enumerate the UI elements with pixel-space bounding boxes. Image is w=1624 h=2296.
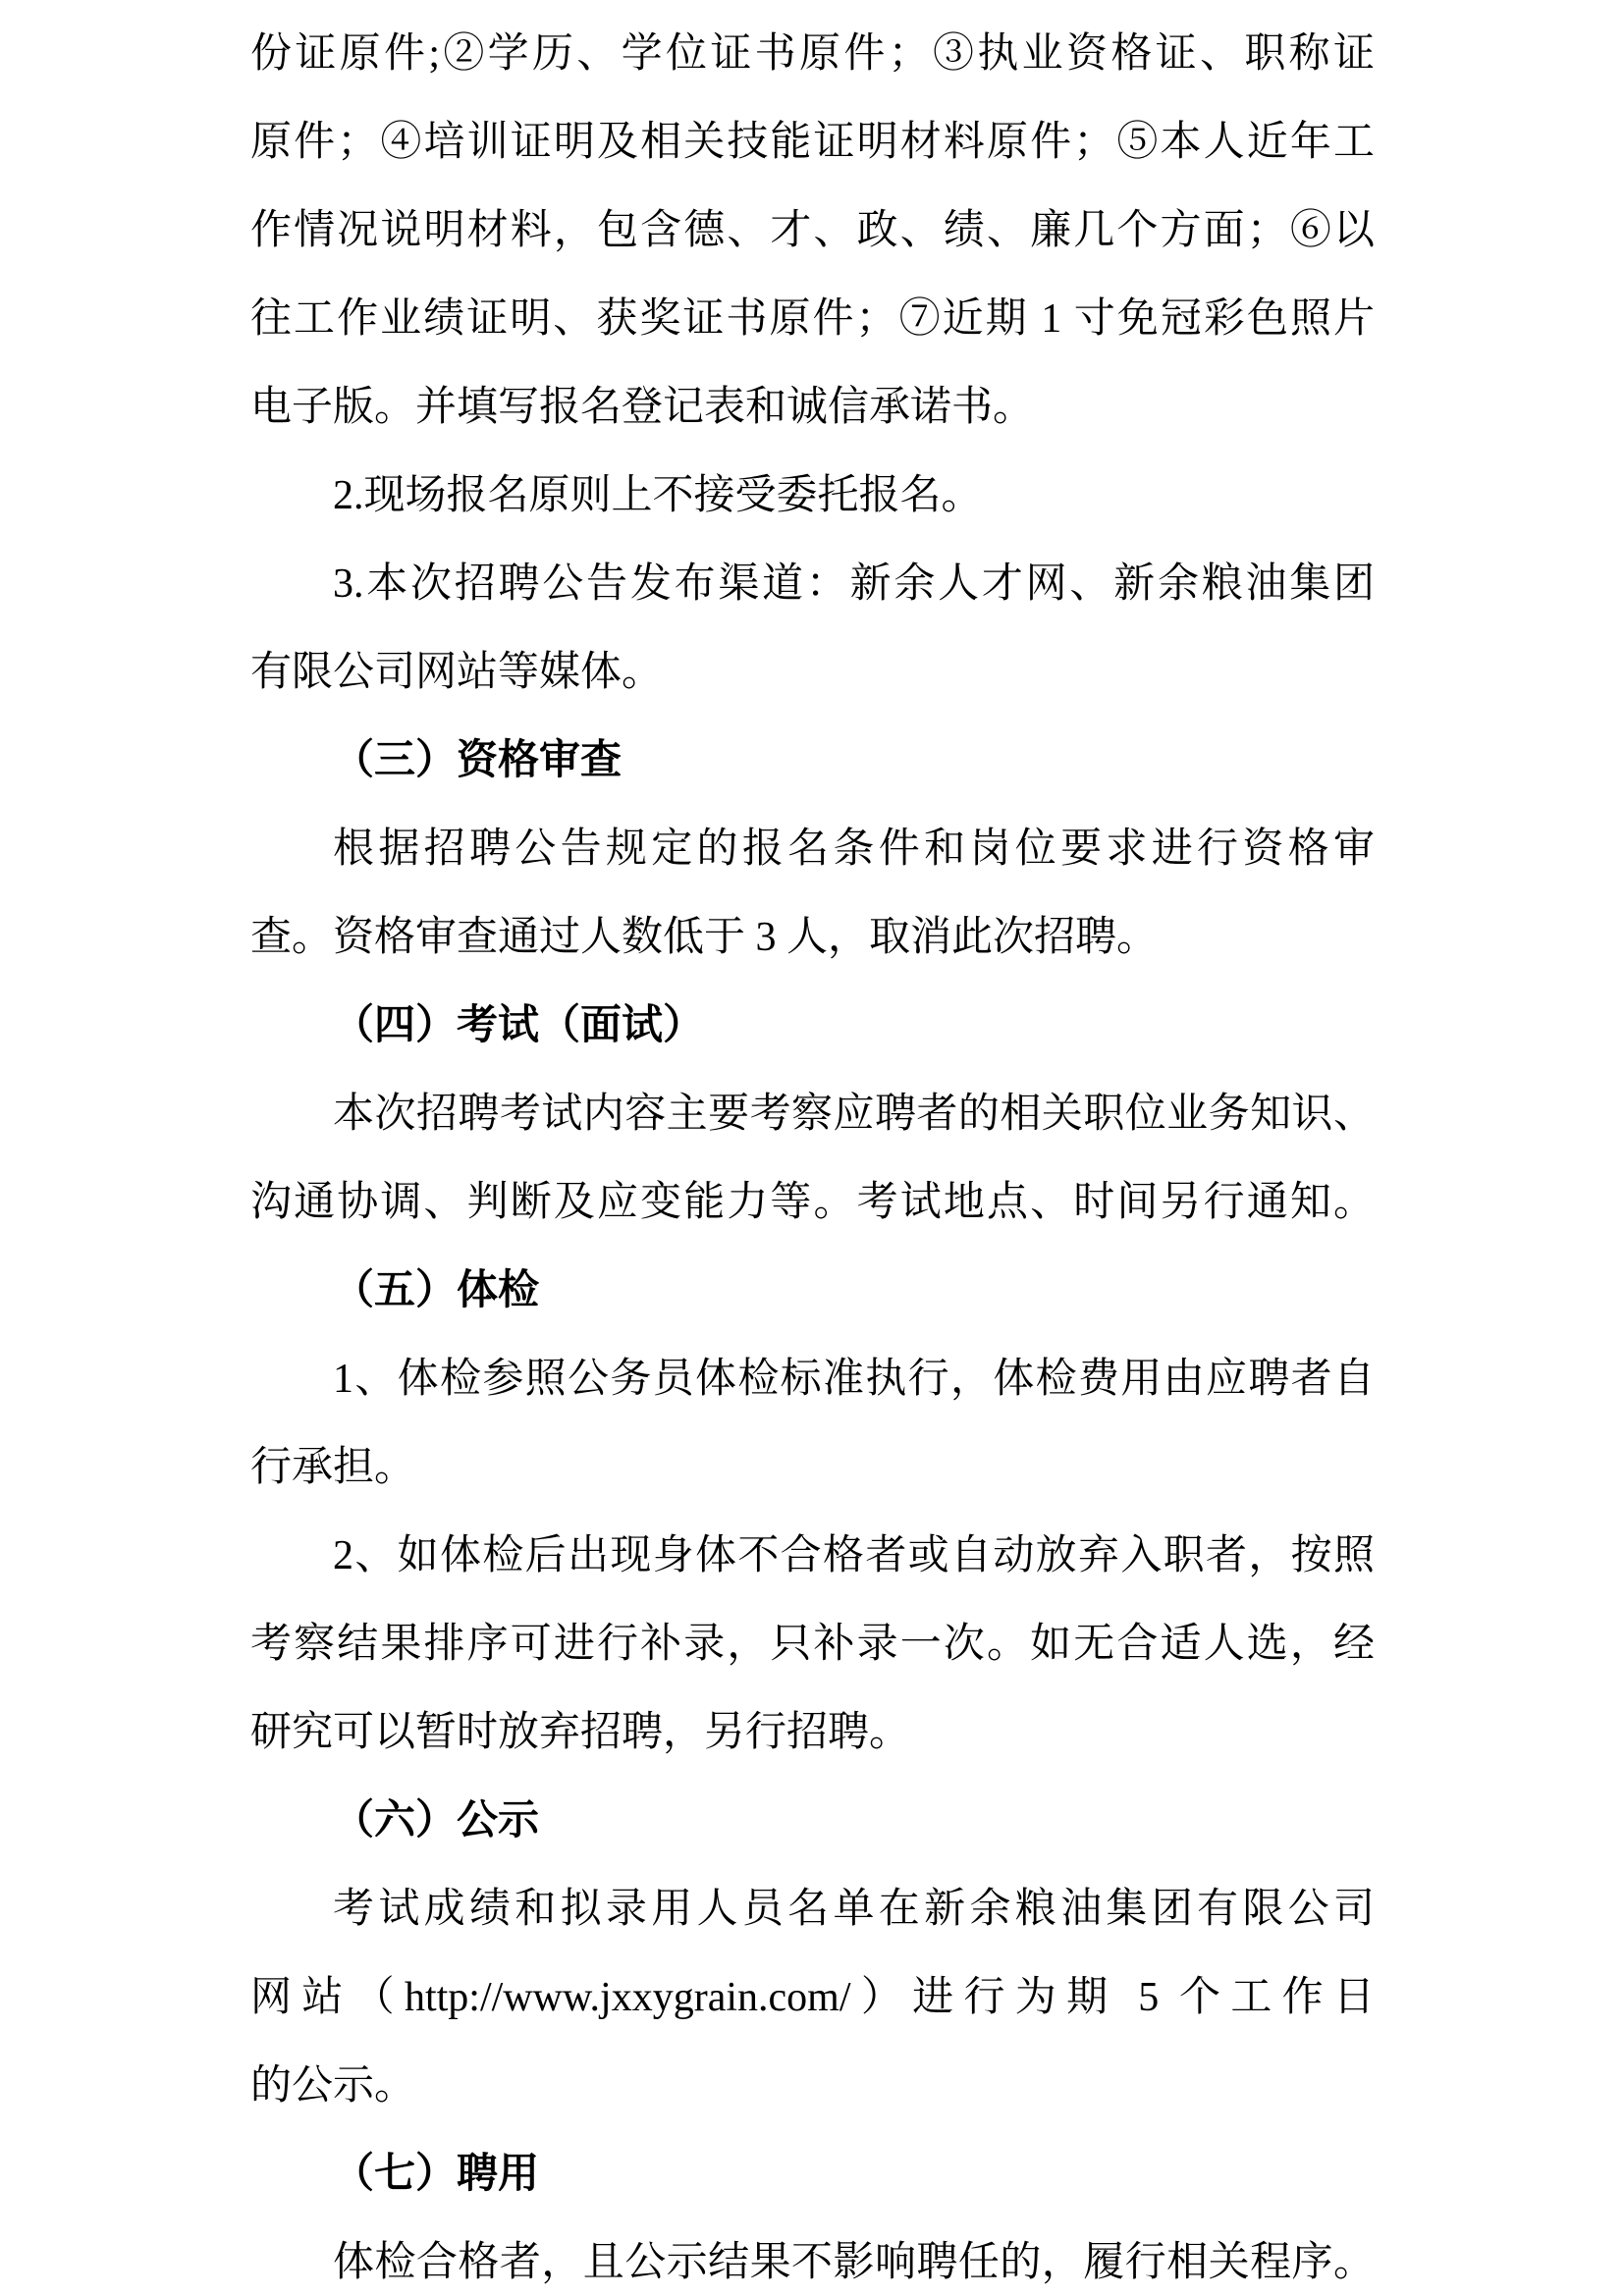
text-line-item-3: 3.本次招聘公告发布渠道：新余人才网、新余粮油集团 (333, 561, 1375, 607)
text-line-item-1: 1、体检参照公务员体检标准执行，体检费用由应聘者自 (333, 1357, 1375, 1402)
text-line: 研究可以暂时放弃招聘，另行招聘。 (250, 1710, 911, 1755)
text-line-item-2: 2、如体检后出现身体不合格者或自动放弃入职者，按照 (333, 1533, 1375, 1578)
text-line: 电子版。并填写报名登记表和诚信承诺书。 (250, 385, 1035, 430)
heading-public-notice: （六）公示 (333, 1798, 540, 1843)
text-line: 根据招聘公告规定的报名条件和岗位要求进行资格审 (333, 827, 1375, 872)
text-line: 作情况说明材料，包含德、才、政、绩、廉几个方面；⑥以 (250, 208, 1375, 253)
text-line: 沟通协调、判断及应变能力等。考试地点、时间另行通知。 (250, 1180, 1375, 1225)
text-line-item-2: 2.现场报名原则上不接受委托报名。 (333, 473, 983, 518)
text-line: 份证原件;②学历、学位证书原件；③执业资格证、职称证 (250, 31, 1375, 77)
text-line: 的公示。 (250, 2063, 416, 2109)
text-line-website-url: 网站（http://www.jxxygrain.com/）进行为期 5 个工作日 (250, 1975, 1375, 2020)
heading-physical-exam: （五）体检 (333, 1268, 540, 1313)
text-line: 体检合格者，且公示结果不影响聘任的，履行相关程序。 (333, 2240, 1375, 2285)
text-line: 查。资格审查通过人数低于 3 人，取消此次招聘。 (250, 915, 1159, 960)
heading-qualification-review: （三）资格审查 (333, 738, 623, 783)
heading-exam-interview: （四）考试（面试） (333, 1003, 705, 1048)
text-line: 本次招聘考试内容主要考察应聘者的相关职位业务知识、 (333, 1092, 1375, 1137)
text-line: 考察结果排序可进行补录，只补录一次。如无合适人选，经 (250, 1622, 1375, 1667)
heading-employment: （七）聘用 (333, 2152, 540, 2197)
text-line: 行承担。 (250, 1445, 416, 1490)
text-line: 往工作业绩证明、获奖证书原件；⑦近期 1 寸免冠彩色照片 (250, 296, 1375, 342)
text-line: 原件；④培训证明及相关技能证明材料原件；⑤本人近年工 (250, 120, 1375, 165)
text-line: 考试成绩和拟录用人员名单在新余粮油集团有限公司 (333, 1887, 1375, 1932)
text-line: 有限公司网站等媒体。 (250, 650, 664, 695)
